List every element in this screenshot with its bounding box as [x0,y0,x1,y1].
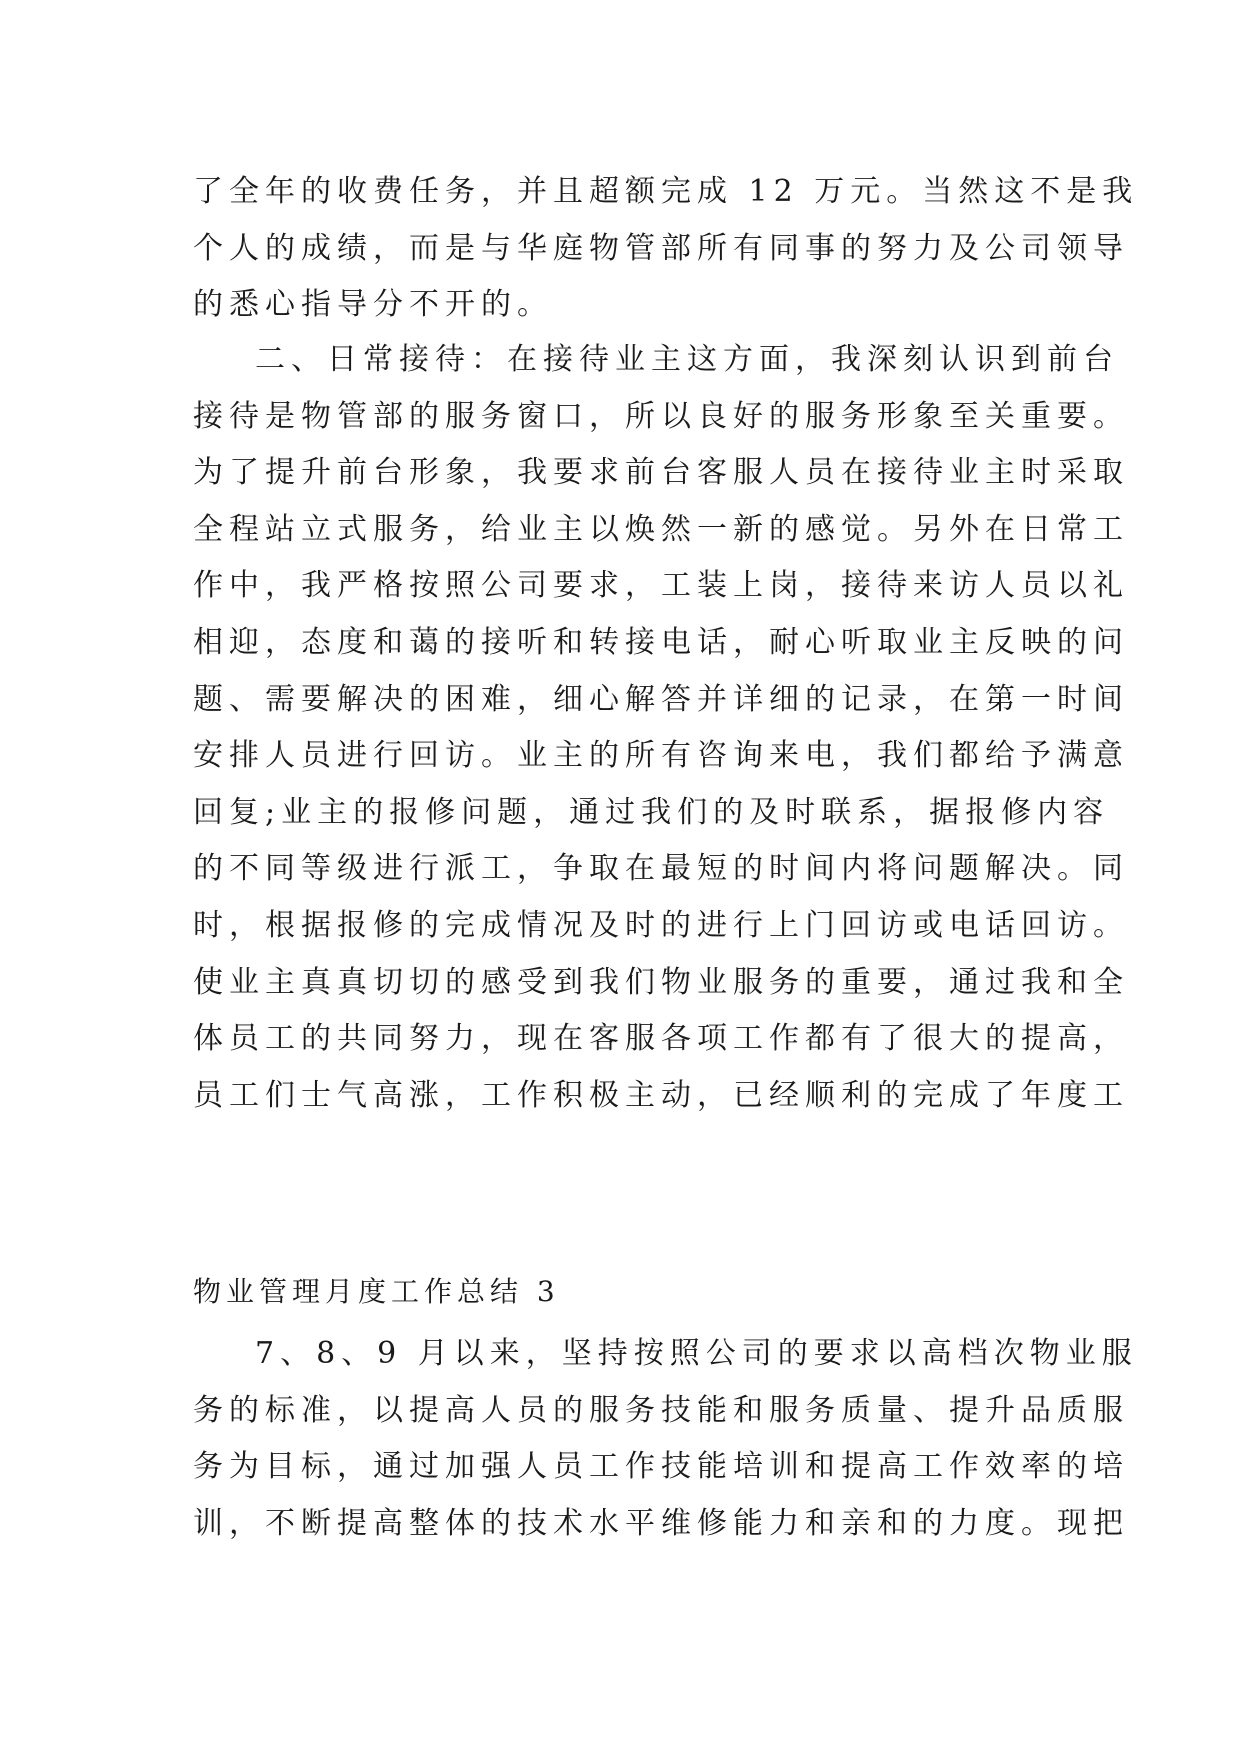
paragraph-line: 题、需要解决的困难，细心解答并详细的记录，在第一时间 [193,681,1129,717]
paragraph-line: 的悉心指导分不开的。 [193,287,553,323]
paragraph-line: 训，不断提高整体的技术水平维修能力和亲和的力度。现把 [193,1505,1129,1541]
paragraph-line: 了全年的收费任务，并且超额完成 12 万元。当然这不是我 [193,174,1139,209]
paragraph-line: 作中，我严格按照公司要求，工装上岗，接待来访人员以礼 [193,568,1129,604]
paragraph-line: 相迎，态度和蔼的接听和转接电话，耐心听取业主反映的问 [193,624,1129,660]
paragraph-line: 务的标准，以提高人员的服务技能和服务质量、提升品质服 [193,1392,1129,1428]
paragraph-line: 员工们士气高涨，工作积极主动，已经顺利的完成了年度工 [193,1077,1129,1113]
paragraph-line: 7、8、9 月以来，坚持按照公司的要求以高档次物业服 [255,1336,1138,1371]
paragraph-line: 使业主真真切切的感受到我们物业服务的重要，通过我和全 [193,964,1129,1000]
paragraph-line: 二、日常接待：在接待业主这方面，我深刻认识到前台 [255,342,1119,377]
paragraph-2 [193,332,1129,1124]
paragraph-line: 安排人员进行回访。业主的所有咨询来电，我们都给予满意 [193,738,1129,774]
paragraph-line: 回复;业主的报修问题，通过我们的及时联系，据报修内容 [193,794,1110,830]
paragraph-line: 个人的成绩，而是与华庭物管部所有同事的努力及公司领导 [193,230,1129,266]
section-heading: 物业管理月度工作总结 3 [193,1275,560,1308]
paragraph-line: 体员工的共同努力，现在客服各项工作都有了很大的提高， [193,1021,1129,1057]
paragraph-line: 接待是物管部的服务窗口，所以良好的服务形象至关重要。 [193,398,1129,434]
paragraph-line: 时，根据报修的完成情况及时的进行上门回访或电话回访。 [193,907,1129,943]
paragraph-1 [193,164,1139,334]
paragraph-line: 的不同等级进行派工，争取在最短的时间内将问题解决。同 [193,851,1129,887]
paragraph-line: 全程站立式服务，给业主以焕然一新的感觉。另外在日常工 [193,511,1129,547]
paragraph-line: 务为目标，通过加强人员工作技能培训和提高工作效率的培 [193,1449,1129,1485]
paragraph-line: 为了提升前台形象，我要求前台客服人员在接待业主时采取 [193,455,1129,491]
paragraph-3 [193,1326,1138,1552]
